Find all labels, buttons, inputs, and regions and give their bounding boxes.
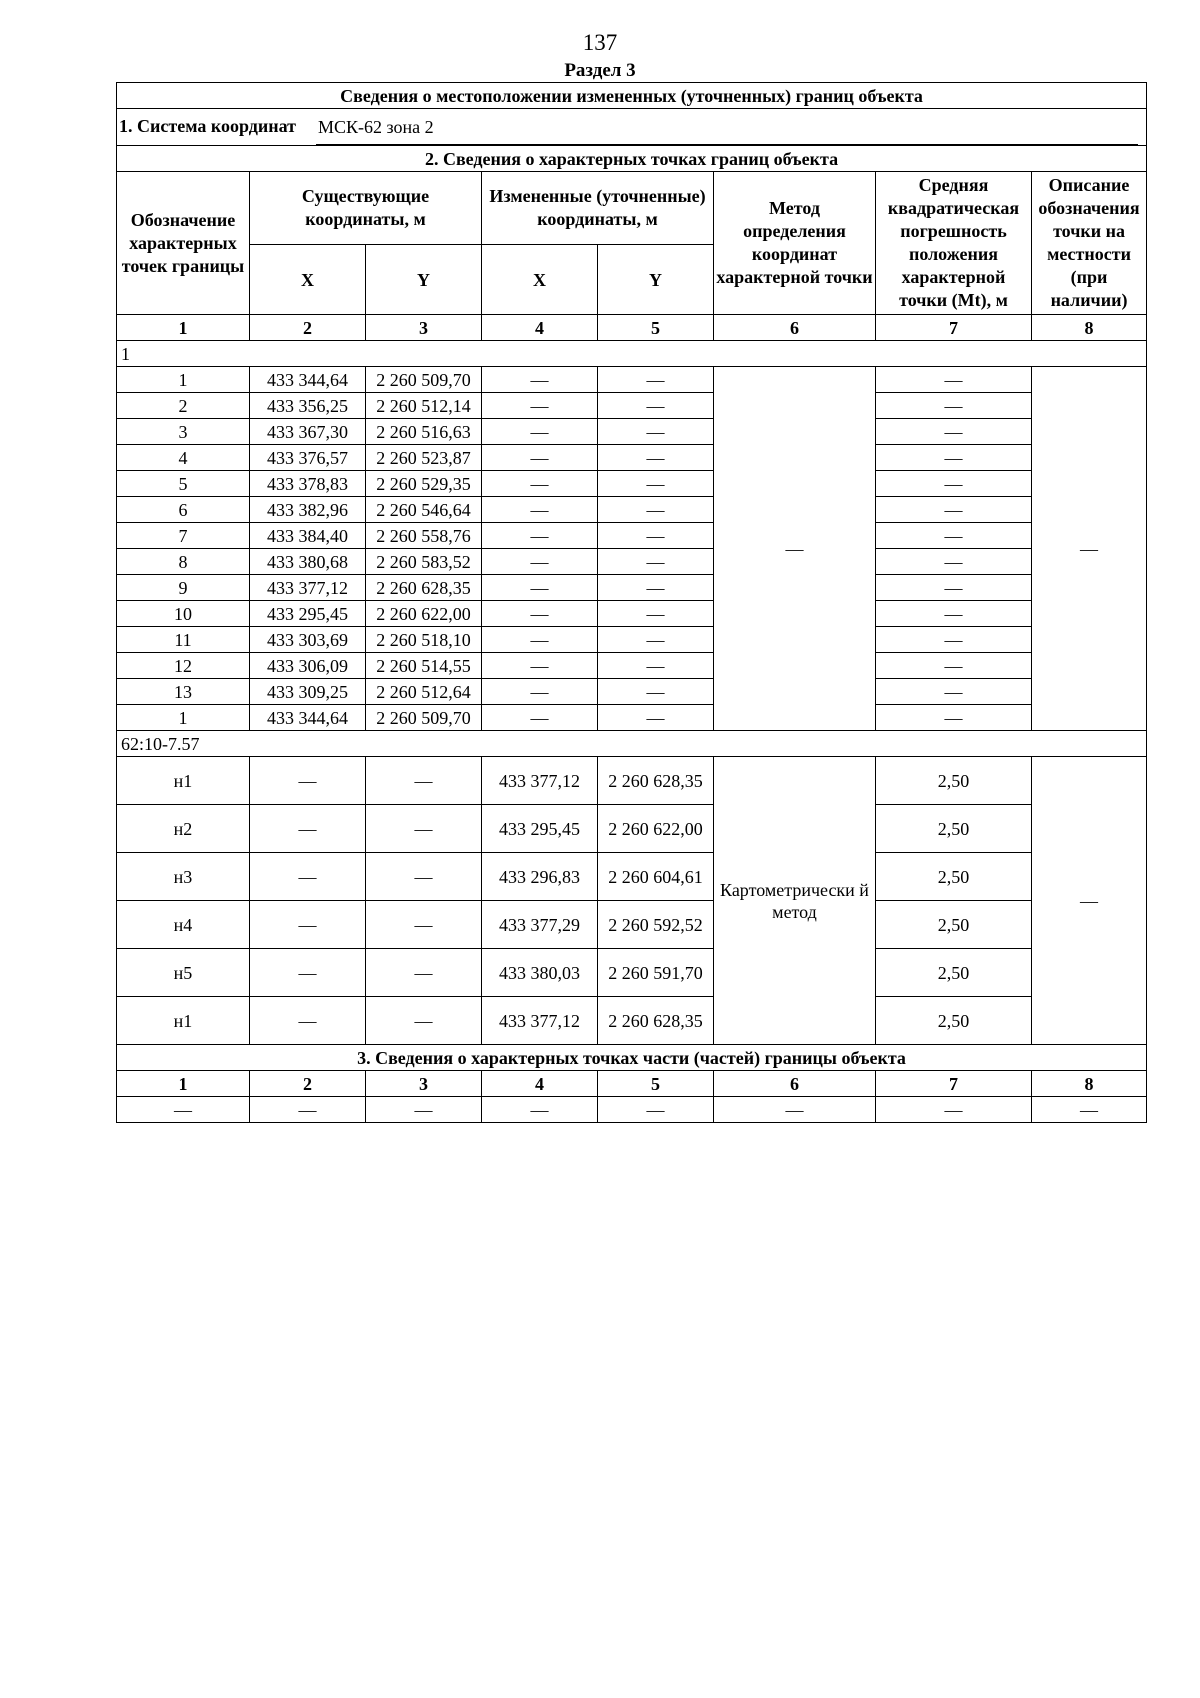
existing-x: — [250, 757, 366, 805]
existing-x: 433 376,57 [250, 445, 366, 471]
description-cell: — [1032, 367, 1147, 731]
changed-y: — [598, 367, 714, 393]
column-number: 2 [250, 1071, 366, 1097]
table-row [117, 949, 1147, 997]
method-cell: Картометрически й метод [714, 757, 876, 1045]
existing-x: 433 380,68 [250, 549, 366, 575]
changed-y: — [598, 653, 714, 679]
column-number: 7 [876, 315, 1032, 341]
changed-x: — [482, 367, 598, 393]
existing-y: 2 260 516,63 [366, 419, 482, 445]
column-number: 8 [1032, 315, 1147, 341]
changed-x: — [482, 497, 598, 523]
table-row [117, 523, 1147, 549]
existing-y: 2 260 514,55 [366, 653, 482, 679]
existing-y: — [366, 805, 482, 853]
existing-x: — [250, 997, 366, 1045]
table-row [117, 757, 1147, 805]
existing-x: — [250, 901, 366, 949]
changed-x: — [482, 705, 598, 731]
header-description: Описание обозначения точки на местности (при наличии) [1032, 172, 1147, 315]
table-row [117, 575, 1147, 601]
part3-cell: — [714, 1097, 876, 1123]
changed-x: — [482, 679, 598, 705]
part3-cell: — [1032, 1097, 1147, 1123]
existing-x: 433 303,69 [250, 627, 366, 653]
point-label: 8 [117, 549, 250, 575]
changed-x: 433 296,83 [482, 853, 598, 901]
part3-cell: — [117, 1097, 250, 1123]
existing-x: 433 367,30 [250, 419, 366, 445]
table-row [117, 705, 1147, 731]
header-existing-x: X [250, 245, 366, 315]
changed-y: — [598, 497, 714, 523]
existing-y: 2 260 583,52 [366, 549, 482, 575]
part3-cell: — [250, 1097, 366, 1123]
table-row [117, 419, 1147, 445]
part3-cell: — [366, 1097, 482, 1123]
changed-y: 2 260 592,52 [598, 901, 714, 949]
error-mt: — [876, 575, 1032, 601]
error-mt: 2,50 [876, 757, 1032, 805]
column-numbers-row [117, 315, 1147, 341]
table-row [117, 601, 1147, 627]
column-number: 1 [117, 1071, 250, 1097]
changed-y: — [598, 601, 714, 627]
changed-y: — [598, 445, 714, 471]
error-mt: — [876, 497, 1032, 523]
point-label: 9 [117, 575, 250, 601]
header-changed-coords: Измененные (уточненные) координаты, м [482, 172, 714, 245]
part3-cell: — [598, 1097, 714, 1123]
changed-x: — [482, 445, 598, 471]
table-title: Сведения о местоположении измененных (уточненных) границ объекта [117, 83, 1147, 109]
point-label: 10 [117, 601, 250, 627]
column-number: 5 [598, 1071, 714, 1097]
existing-y: 2 260 518,10 [366, 627, 482, 653]
error-mt: 2,50 [876, 901, 1032, 949]
point-label: н3 [117, 853, 250, 901]
existing-y: 2 260 546,64 [366, 497, 482, 523]
changed-y: 2 260 628,35 [598, 997, 714, 1045]
changed-y: — [598, 575, 714, 601]
part3-column-numbers-row [117, 1071, 1147, 1097]
header-point-designation: Обозначение характерных точек границы [117, 172, 250, 315]
part3-cell: — [876, 1097, 1032, 1123]
existing-y: 2 260 512,14 [366, 393, 482, 419]
header-changed-x: X [482, 245, 598, 315]
changed-x: — [482, 653, 598, 679]
header-existing-coords: Существующие координаты, м [250, 172, 482, 245]
changed-y: 2 260 628,35 [598, 757, 714, 805]
changed-x: — [482, 523, 598, 549]
changed-x: 433 380,03 [482, 949, 598, 997]
changed-x: 433 295,45 [482, 805, 598, 853]
column-number: 2 [250, 315, 366, 341]
point-label: н2 [117, 805, 250, 853]
changed-x: — [482, 393, 598, 419]
table-row [117, 393, 1147, 419]
existing-x: 433 344,64 [250, 705, 366, 731]
table-row [117, 853, 1147, 901]
changed-y: — [598, 419, 714, 445]
point-label: н5 [117, 949, 250, 997]
table-row [117, 549, 1147, 575]
existing-x: — [250, 805, 366, 853]
changed-x: — [482, 627, 598, 653]
existing-y: — [366, 949, 482, 997]
error-mt: — [876, 523, 1032, 549]
changed-y: — [598, 549, 714, 575]
existing-x: — [250, 853, 366, 901]
existing-x: — [250, 949, 366, 997]
page-number: 137 [582, 30, 618, 55]
error-mt: — [876, 679, 1032, 705]
error-mt: — [876, 627, 1032, 653]
error-mt: — [876, 419, 1032, 445]
part3-title: 3. Сведения о характерных точках части (частей) границы объекта [117, 1045, 1147, 1071]
changed-x: 433 377,12 [482, 757, 598, 805]
header-changed-y: Y [598, 245, 714, 315]
point-label: 11 [117, 627, 250, 653]
error-mt: — [876, 367, 1032, 393]
changed-x: 433 377,12 [482, 997, 598, 1045]
point-label: 1 [117, 367, 250, 393]
table-row [117, 367, 1147, 393]
point-label: 12 [117, 653, 250, 679]
changed-x: 433 377,29 [482, 901, 598, 949]
header-error: Средняя квадратическая погрешность положения характерной точки (Mt), м [876, 172, 1032, 315]
existing-y: 2 260 509,70 [366, 367, 482, 393]
column-number: 6 [714, 315, 876, 341]
table-row [117, 997, 1147, 1045]
existing-y: 2 260 523,87 [366, 445, 482, 471]
error-mt: — [876, 393, 1032, 419]
changed-y: — [598, 679, 714, 705]
table-row [117, 805, 1147, 853]
error-mt: 2,50 [876, 949, 1032, 997]
header-method: Метод определения координат характерной точки [714, 172, 876, 315]
table-row [117, 627, 1147, 653]
column-number: 4 [482, 315, 598, 341]
column-number: 8 [1032, 1071, 1147, 1097]
point-label: н1 [117, 757, 250, 805]
table-row [117, 901, 1147, 949]
existing-y: — [366, 757, 482, 805]
point-label: н4 [117, 901, 250, 949]
column-number: 3 [366, 1071, 482, 1097]
error-mt: 2,50 [876, 997, 1032, 1045]
point-label: 3 [117, 419, 250, 445]
existing-y: 2 260 628,35 [366, 575, 482, 601]
point-label: н1 [117, 997, 250, 1045]
point-label: 5 [117, 471, 250, 497]
group1-label: 1 [117, 341, 1147, 367]
point-label: 4 [117, 445, 250, 471]
coordinate-system-row [117, 109, 1147, 146]
point-label: 7 [117, 523, 250, 549]
column-number: 7 [876, 1071, 1032, 1097]
method-cell: — [714, 367, 876, 731]
existing-x: 433 377,12 [250, 575, 366, 601]
changed-y: — [598, 705, 714, 731]
existing-y: 2 260 558,76 [366, 523, 482, 549]
table-row [117, 497, 1147, 523]
existing-x: 433 344,64 [250, 367, 366, 393]
changed-y: 2 260 622,00 [598, 805, 714, 853]
column-number: 5 [598, 315, 714, 341]
part3-row [117, 1097, 1147, 1123]
error-mt: — [876, 601, 1032, 627]
changed-y: 2 260 604,61 [598, 853, 714, 901]
error-mt: 2,50 [876, 853, 1032, 901]
changed-x: — [482, 471, 598, 497]
part3-cell: — [482, 1097, 598, 1123]
point-label: 6 [117, 497, 250, 523]
existing-x: 433 295,45 [250, 601, 366, 627]
table-row [117, 471, 1147, 497]
changed-x: — [482, 419, 598, 445]
description-cell: — [1032, 757, 1147, 1045]
section-title: Раздел 3 [564, 60, 636, 81]
changed-x: — [482, 575, 598, 601]
changed-y: — [598, 627, 714, 653]
changed-y: 2 260 591,70 [598, 949, 714, 997]
error-mt: — [876, 705, 1032, 731]
changed-y: — [598, 393, 714, 419]
existing-y: 2 260 529,35 [366, 471, 482, 497]
point-label: 2 [117, 393, 250, 419]
column-number: 3 [366, 315, 482, 341]
part2-title: 2. Сведения о характерных точках границ объекта [117, 146, 1147, 172]
point-label: 1 [117, 705, 250, 731]
existing-x: 433 306,09 [250, 653, 366, 679]
error-mt: — [876, 653, 1032, 679]
existing-y: — [366, 901, 482, 949]
error-mt: 2,50 [876, 805, 1032, 853]
coordinate-system-label: 1. Система координат [119, 116, 296, 136]
existing-x: 433 384,40 [250, 523, 366, 549]
error-mt: — [876, 445, 1032, 471]
existing-y: 2 260 509,70 [366, 705, 482, 731]
error-mt: — [876, 471, 1032, 497]
coordinate-system-value: МСК-62 зона 2 [316, 116, 1138, 145]
existing-x: 433 382,96 [250, 497, 366, 523]
existing-x: 433 356,25 [250, 393, 366, 419]
column-number: 6 [714, 1071, 876, 1097]
existing-y: 2 260 622,00 [366, 601, 482, 627]
group2-label: 62:10-7.57 [117, 731, 1147, 757]
error-mt: — [876, 549, 1032, 575]
table-row [117, 445, 1147, 471]
changed-y: — [598, 471, 714, 497]
existing-y: — [366, 997, 482, 1045]
changed-x: — [482, 601, 598, 627]
point-label: 13 [117, 679, 250, 705]
existing-x: 433 309,25 [250, 679, 366, 705]
changed-x: — [482, 549, 598, 575]
column-number: 4 [482, 1071, 598, 1097]
existing-x: 433 378,83 [250, 471, 366, 497]
changed-y: — [598, 523, 714, 549]
table-row [117, 653, 1147, 679]
table-row [117, 679, 1147, 705]
existing-y: — [366, 853, 482, 901]
boundary-table [116, 82, 1147, 1123]
header-existing-y: Y [366, 245, 482, 315]
column-number: 1 [117, 315, 250, 341]
existing-y: 2 260 512,64 [366, 679, 482, 705]
